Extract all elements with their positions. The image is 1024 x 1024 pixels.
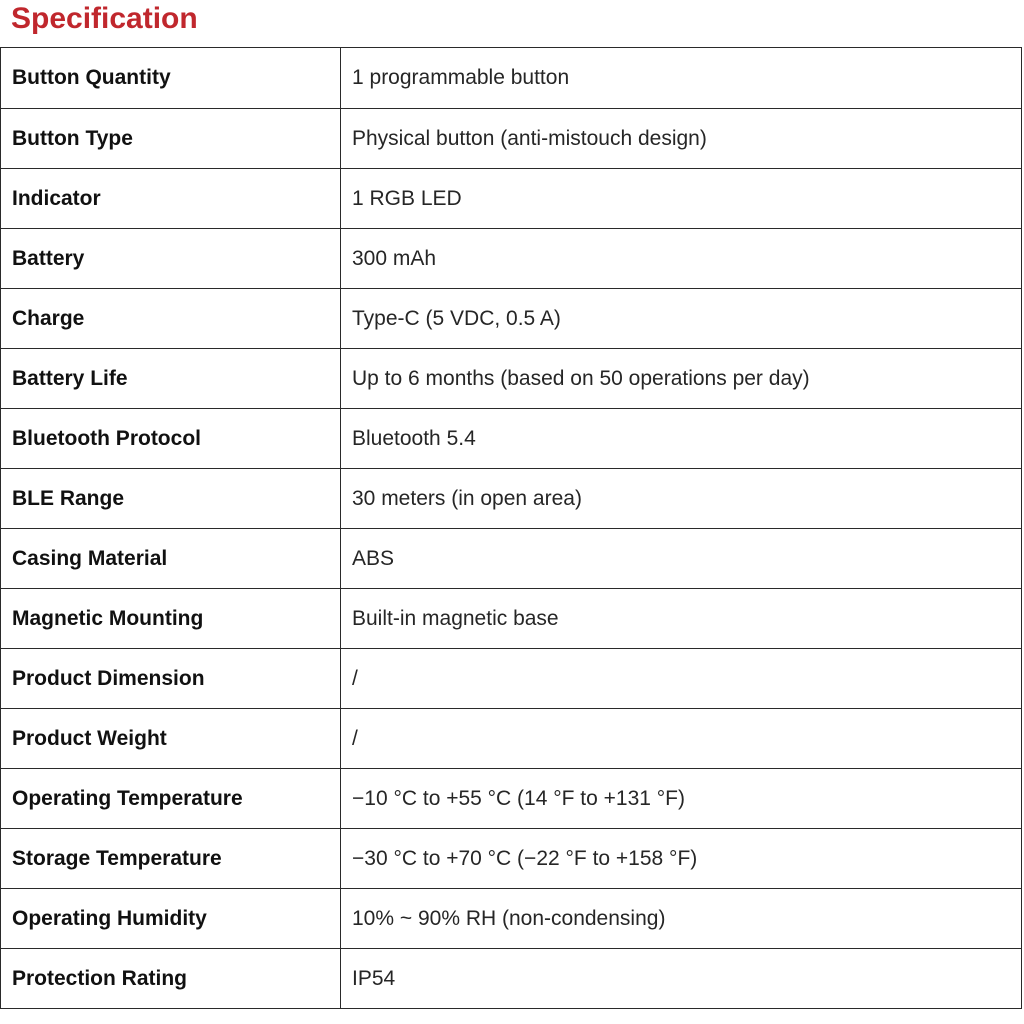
table-row xyxy=(1,589,1022,649)
table-row xyxy=(1,529,1022,589)
spec-label: BLE Range xyxy=(1,469,341,529)
spec-label: Operating Temperature xyxy=(1,769,341,829)
spec-label: Battery Life xyxy=(1,349,341,409)
spec-value: 10% ~ 90% RH (non-condensing) xyxy=(341,889,1022,949)
spec-value: Up to 6 months (based on 50 operations per day) xyxy=(341,349,1022,409)
spec-value: IP54 xyxy=(341,949,1022,1009)
spec-value: 1 programmable button xyxy=(341,48,1022,109)
spec-label: Product Dimension xyxy=(1,649,341,709)
spec-value: Built-in magnetic base xyxy=(341,589,1022,649)
spec-value: ABS xyxy=(341,529,1022,589)
specification-table xyxy=(0,47,1022,1009)
spec-value: 1 RGB LED xyxy=(341,169,1022,229)
table-row xyxy=(1,769,1022,829)
table-row xyxy=(1,48,1022,109)
spec-label: Button Quantity xyxy=(1,48,341,109)
table-row xyxy=(1,649,1022,709)
table-row xyxy=(1,709,1022,769)
table-row xyxy=(1,349,1022,409)
table-row xyxy=(1,949,1022,1009)
spec-label: Indicator xyxy=(1,169,341,229)
spec-label: Magnetic Mounting xyxy=(1,589,341,649)
spec-label: Protection Rating xyxy=(1,949,341,1009)
spec-value: / xyxy=(341,649,1022,709)
spec-label: Product Weight xyxy=(1,709,341,769)
spec-label: Storage Temperature xyxy=(1,829,341,889)
table-row xyxy=(1,409,1022,469)
spec-label: Battery xyxy=(1,229,341,289)
table-row xyxy=(1,889,1022,949)
spec-label: Casing Material xyxy=(1,529,341,589)
spec-value: / xyxy=(341,709,1022,769)
table-row xyxy=(1,109,1022,169)
spec-label: Button Type xyxy=(1,109,341,169)
spec-value: Bluetooth 5.4 xyxy=(341,409,1022,469)
spec-label: Bluetooth Protocol xyxy=(1,409,341,469)
spec-value: 30 meters (in open area) xyxy=(341,469,1022,529)
page-title: Specification xyxy=(11,2,198,35)
spec-label: Operating Humidity xyxy=(1,889,341,949)
spec-label: Charge xyxy=(1,289,341,349)
table-row xyxy=(1,469,1022,529)
spec-value: 300 mAh xyxy=(341,229,1022,289)
table-row xyxy=(1,169,1022,229)
spec-value: Physical button (anti-mistouch design) xyxy=(341,109,1022,169)
table-row xyxy=(1,289,1022,349)
specification-table-body xyxy=(1,48,1022,1009)
spec-value: −30 °C to +70 °C (−22 °F to +158 °F) xyxy=(341,829,1022,889)
spec-value: −10 °C to +55 °C (14 °F to +131 °F) xyxy=(341,769,1022,829)
table-row xyxy=(1,829,1022,889)
table-row xyxy=(1,229,1022,289)
spec-value: Type-C (5 VDC, 0.5 A) xyxy=(341,289,1022,349)
